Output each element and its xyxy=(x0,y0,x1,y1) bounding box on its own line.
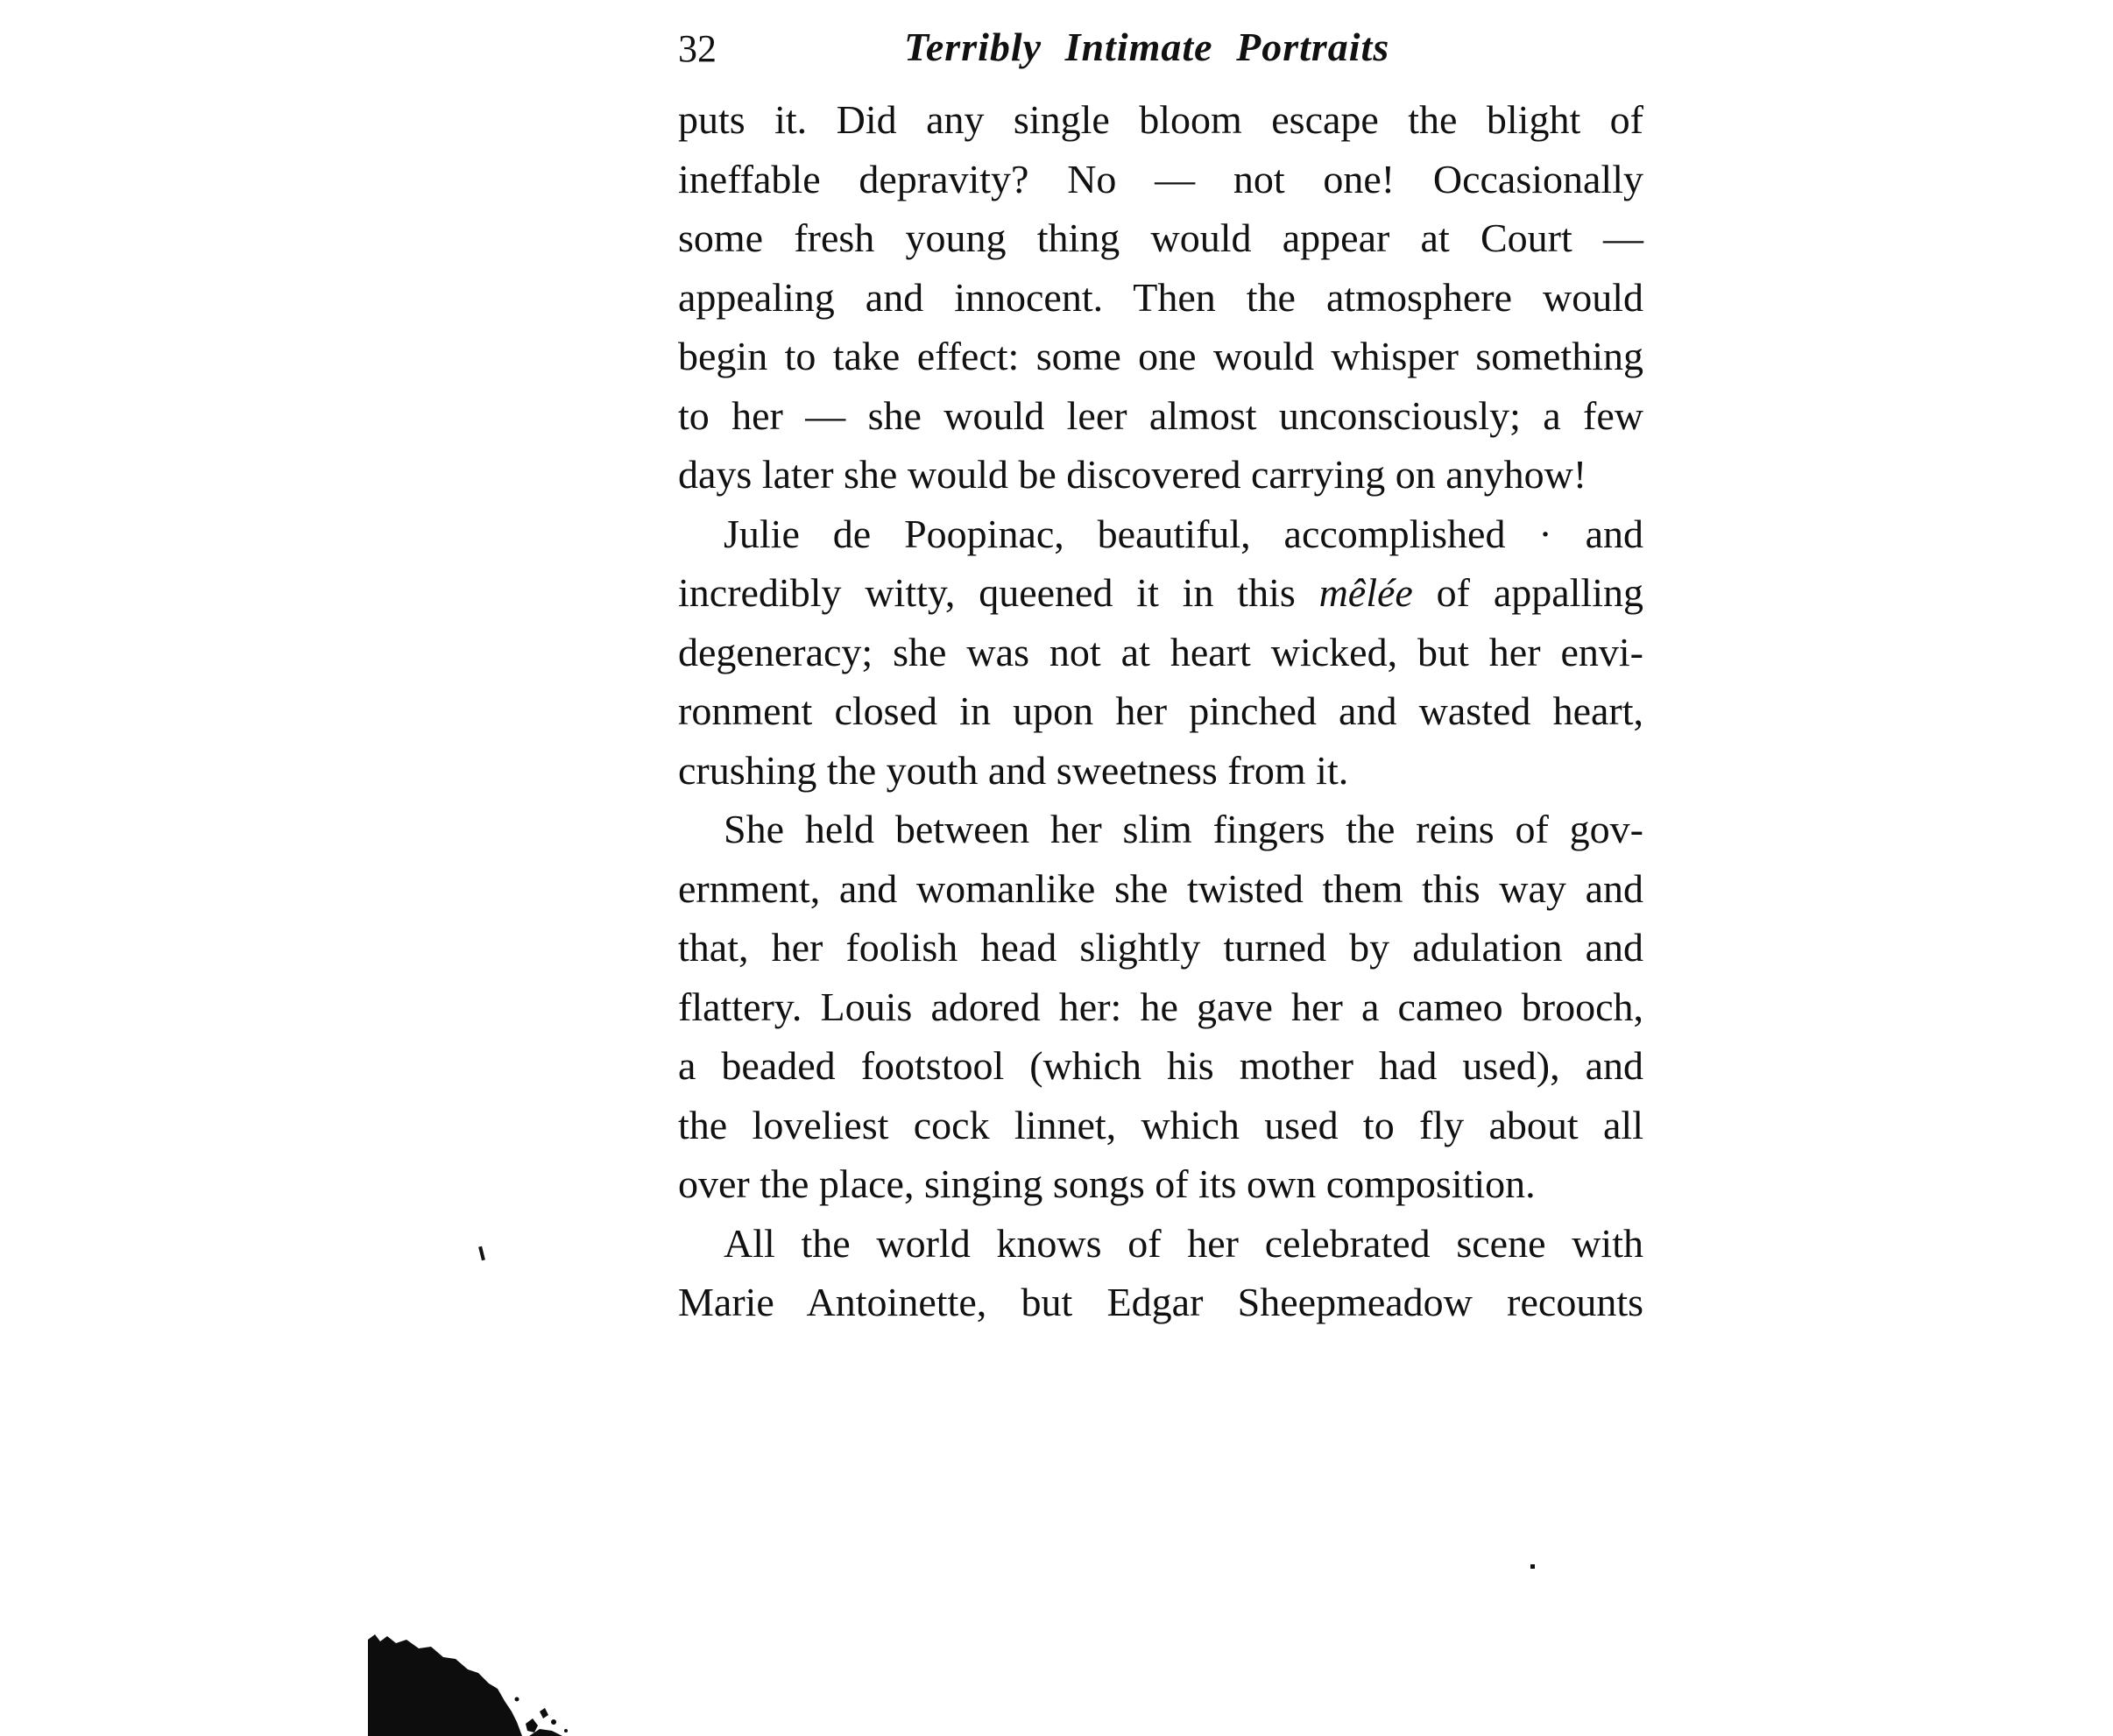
text-line: the loveliest cock linnet, which used to fly about all xyxy=(678,1102,1643,1147)
text-line-with-italic xyxy=(678,563,1643,623)
running-title: Terribly Intimate Portraits xyxy=(904,25,1390,69)
text-line: Julie de Poopinac, beautiful, accomplished · and xyxy=(724,511,1643,556)
text-line: She held between her slim fingers the reins of gov- xyxy=(724,807,1643,851)
text-line: ernment, and womanlike she twisted them this way and xyxy=(678,865,1643,911)
text-line: a beaded footstool (which his mother had used), and xyxy=(678,1043,1643,1088)
text-line: appealing and innocent. Then the atmosphere would xyxy=(678,274,1643,320)
paragraph-2 xyxy=(678,505,1643,801)
text-line: puts it. Did any single bloom escape the blight of xyxy=(678,97,1643,142)
text-line: All the world knows of her celebrated scene with xyxy=(724,1220,1643,1266)
body-text xyxy=(678,90,1643,1332)
text-line: some fresh young thing would appear at Court — xyxy=(678,215,1643,260)
page-number: 32 xyxy=(678,27,717,70)
text-line: crushing the youth and sweetness from it. xyxy=(678,747,1349,793)
scan-artifact-blot xyxy=(368,1627,587,1736)
text-line: degeneracy; she was not at heart wicked, but her envi- xyxy=(678,629,1643,674)
paragraph-1 xyxy=(678,90,1643,505)
text-line: that, her foolish head slightly turned by adulation and xyxy=(678,925,1643,970)
text-line: Marie Antoinette, but Edgar Sheepmeadow recounts xyxy=(678,1280,1643,1324)
text-line: days later she would be discovered carrying on anyhow! xyxy=(678,452,1587,497)
text-line: begin to take effect: some one would whisper something xyxy=(678,334,1643,378)
paragraph-4 xyxy=(678,1214,1643,1332)
text-line: to her — she would leer almost unconsciously; a few xyxy=(678,392,1643,438)
scan-speck-mark xyxy=(478,1246,485,1260)
scan-dot-mark xyxy=(1530,1564,1535,1569)
text-fragment: incredibly witty, queened it in this xyxy=(678,570,1319,615)
paragraph-3 xyxy=(678,800,1643,1214)
italic-word: mêlée xyxy=(1318,570,1413,615)
text-line: flattery. Louis adored her: he gave her a cameo brooch, xyxy=(678,984,1643,1029)
text-line: ronment closed in upon her pinched and wasted heart, xyxy=(678,688,1643,733)
text-fragment: of appalling xyxy=(1412,570,1643,615)
text-line: ineffable depravity? No — not one! Occasionally xyxy=(678,156,1643,201)
text-line: over the place, singing songs of its own composition. xyxy=(678,1161,1536,1206)
running-head xyxy=(678,18,1643,79)
